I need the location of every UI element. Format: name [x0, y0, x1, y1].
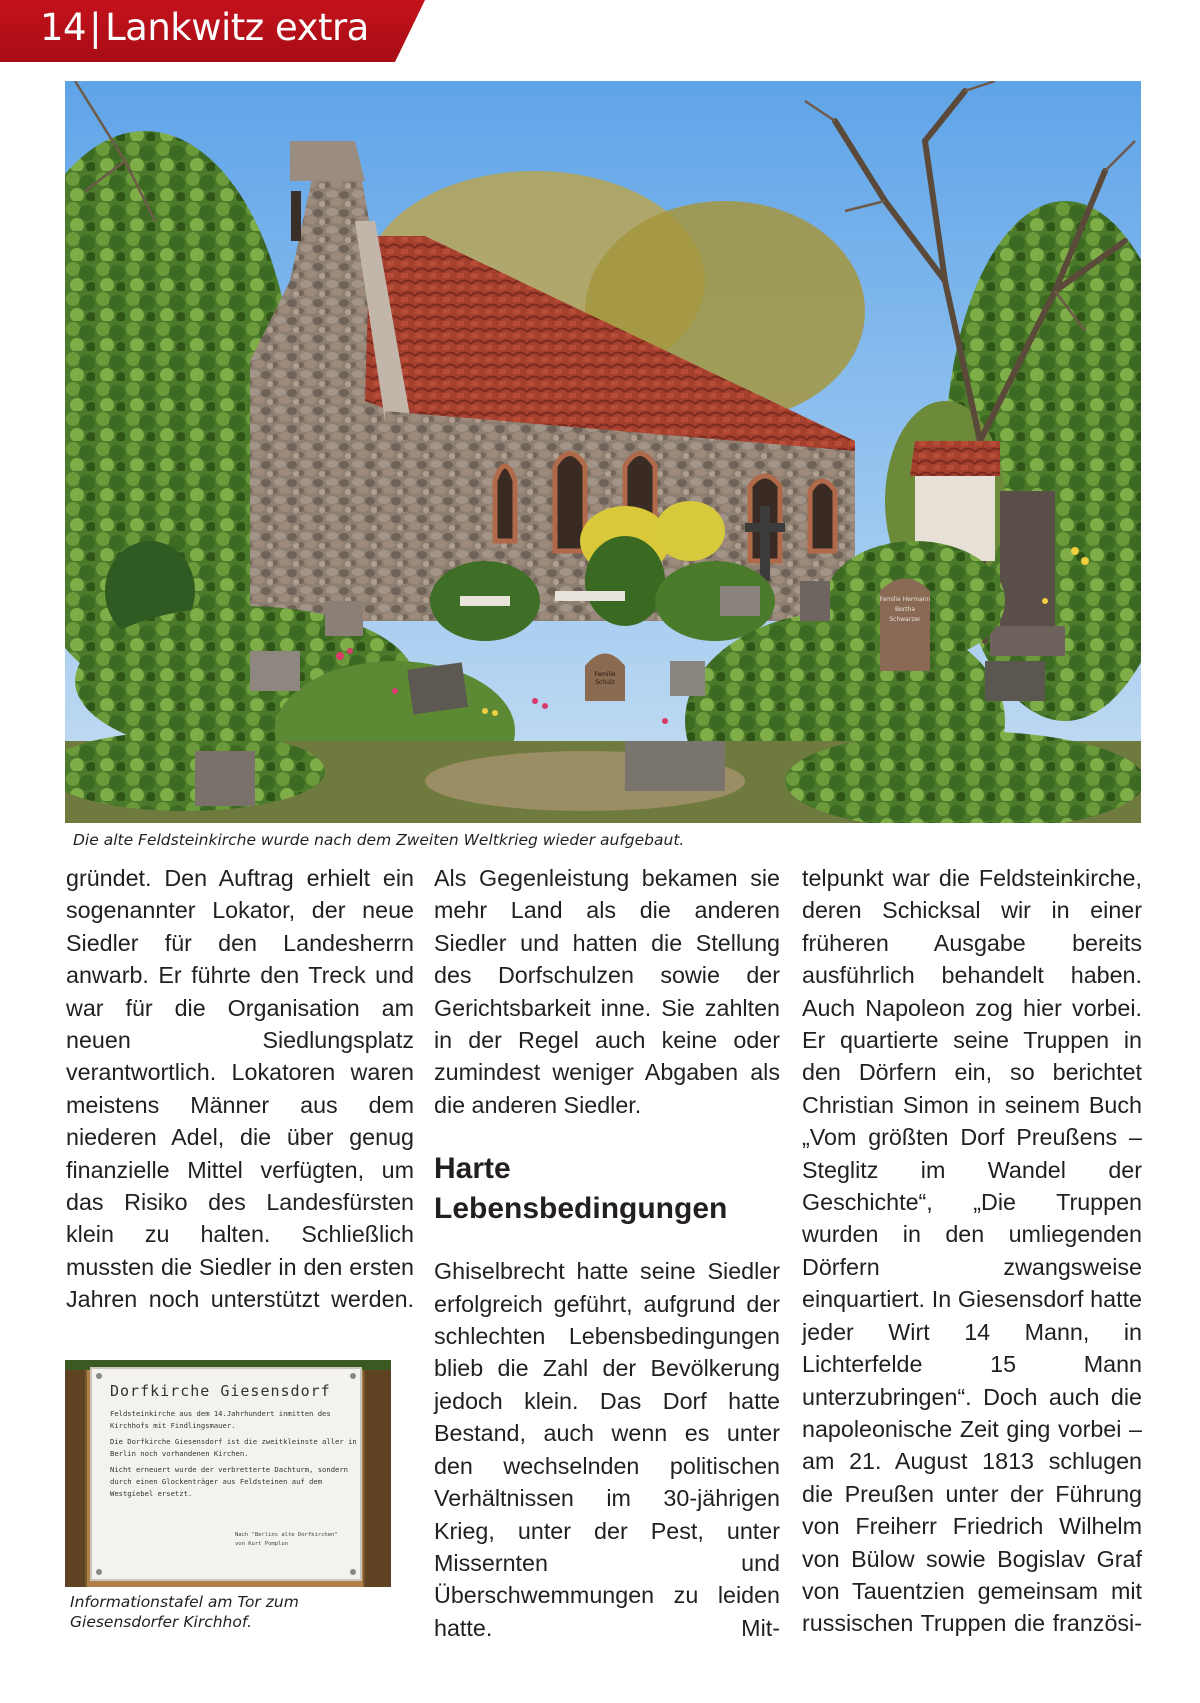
gravestone-text: Familie [594, 671, 616, 678]
sign-line: Westgiebel ersetzt. [110, 1489, 193, 1498]
header-separator: | [89, 6, 102, 49]
article-paragraph: telpunkt war die Feldsteinkirche, deren Schicksal wir in einer früheren Ausgabe bereits ausführlich behandelt haben. Auch Napoleon zog hier vorbei. Er quartierte seine Truppen in den Dörfern ein, so berichtet Christian Simon in seinem Buch „Vom größten Dorf Preußens – Steglitz im Wandel der Geschichte“, „Die Truppen wurden in den umliegenden Dörfern zwangsweise einquartiert. In Giesensdorf hatte jeder Wirt 14 Mann, in Lichterfelde 15 Mann unterzubringen“. Doch auch die napoleonische Zeit ging vorbei – am 21. August 1813 schlugen die Preußen unter der Führung von Freiherr Friedrich Wilhelm von Bülow sowie Bogislav Graf von Tauentzien gemeinsam mit russischen Truppen die französi- [802, 865, 1142, 1637]
page-header [40, 6, 369, 49]
sign-photo-caption [70, 1592, 299, 1632]
gravestone-text: Schwarzer [889, 616, 921, 623]
article-paragraph: gründet. Den Auftrag erhielt ein sogenannter Lokator, der neue Siedler für den Landesherrn anwarb. Er führte den Treck und war für die Organisation am neuen Siedlungsplatz verantwortlich. Lokatoren waren meistens Männer aus dem niederen Adel, die über genug finanzielle Mittel verfügten, um das Risiko des Landesfürsten klein zu halten. Schließlich mussten die Siedler in den ersten Jahren noch unterstützt werden. [66, 865, 414, 1313]
sign-line: Kirchhofs mit Findlingsmauer. [110, 1421, 236, 1430]
article-paragraph: Ghiselbrecht hatte seine Siedler erfolgreich geführt, aufgrund der schlechten Lebensbedingungen blieb die Zahl der Bevölkerung jedoch klein. Das Dorf hatte Bestand, auch wenn es unter den wechselnden politischen Verhältnissen im 30-jährigen Krieg, unter der Pest, unter Missernten und Überschwemmungen zu leiden hatte. Mit- [434, 1258, 780, 1641]
sign-source: von Kurt Pomplun [235, 1541, 288, 1547]
main-photo-caption: Die alte Feldsteinkirche wurde nach dem Zweiten Weltkrieg wieder aufgebaut. [73, 831, 685, 849]
gravestone-text: Schulz [595, 679, 615, 686]
sign-line: Feldsteinkirche aus dem 14.Jahrhundert inmitten des [110, 1409, 331, 1418]
sign-title: Dorfkirche Giesensdorf [110, 1382, 331, 1400]
article-column-2 [434, 862, 780, 1644]
sign-caption-line: Giesensdorfer Kirchhof. [70, 1613, 252, 1631]
heading-line: Lebensbedingungen [434, 1192, 728, 1226]
gravestone-text: Bertha [894, 606, 916, 613]
sign-line: durch einen Glockenträger aus Feldsteinen auf dem [110, 1477, 323, 1486]
sign-line: Berlin noch vorhandenen Kirchen. [110, 1449, 249, 1458]
page-number: 14 [40, 6, 87, 49]
gravestone-text: Familie Hermann [879, 596, 931, 603]
sign-source: Nach "Berlins alte Dorfkirchen" [235, 1532, 338, 1538]
article-paragraph: Als Gegenleistung bekamen sie mehr Land als die anderen Siedler und hatten die Stellung des Dorfschulzen sowie der Gerichtsbarkeit inne. Sie zahlten in der Regel auch keine oder zumindest weniger Abgaben als die anderen Siedler. [434, 865, 780, 1118]
sign-caption-line: Informationstafel am Tor zum [70, 1593, 299, 1611]
sign-line: Die Dorfkirche Giesensdorf ist die zweitkleinste aller in [110, 1437, 357, 1446]
info-sign-photo [65, 1360, 391, 1587]
church-photo [65, 81, 1141, 823]
heading-line: Harte [434, 1152, 511, 1186]
section-title: Lankwitz extra [105, 6, 369, 49]
sign-line: Nicht erneuert wurde der verbretterte Dachturm, sondern [110, 1465, 348, 1474]
article-column-3 [802, 862, 1142, 1640]
article-column-1 [66, 862, 414, 1316]
section-heading [434, 1149, 780, 1229]
